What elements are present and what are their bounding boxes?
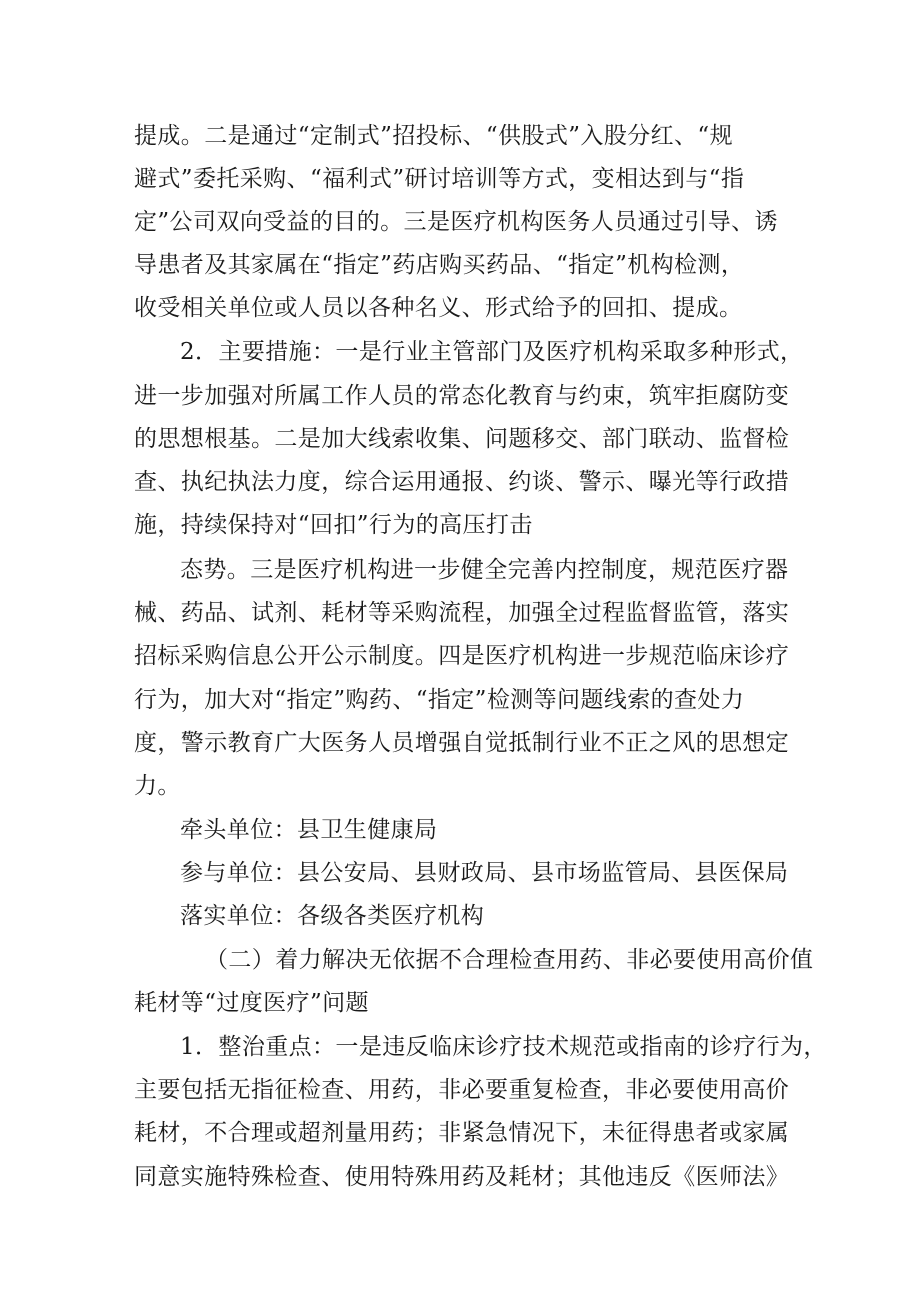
text-line: 定”公司双向受益的目的。三是医疗机构医务人员通过引导、诱 [134, 209, 778, 235]
text-line: 2．主要措施：一是行业主管部门及医疗机构采取多种形式， [180, 339, 804, 365]
section-heading-line: （二）着力解决无依据不合理检查用药、非必要使用高价值 [205, 947, 814, 973]
text-line: 的思想根基。二是加大线索收集、问题移交、部门联动、监督检 [134, 426, 790, 452]
text-line: 度，警示教育广大医务人员增强自觉抵制行业不正之风的思想定 [134, 730, 790, 756]
text-line: 进一步加强对所属工作人员的常态化教育与约束，筑牢拒腐防变 [134, 383, 790, 409]
participating-units-line: 参与单位：县公安局、县财政局、县市场监管局、县医保局 [180, 860, 789, 886]
lead-unit-line: 牵头单位：县卫生健康局 [180, 817, 438, 843]
text-line: 耗材，不合理或超剂量用药；非紧急情况下，未征得患者或家属 [134, 1120, 790, 1146]
text-line: 提成。二是通过“定制式”招投标、“供股式”入股分红、“规 [134, 123, 733, 149]
text-line: 主要包括无指征检查、用药，非必要重复检查，非必要使用高价 [134, 1077, 790, 1103]
text-line: 收受相关单位或人员以各种名义、形式给予的回扣、提成。 [134, 295, 743, 321]
text-line: 查、执纪执法力度，综合运用通报、约谈、警示、曝光等行政措 [134, 469, 790, 495]
text-line: 行为，加大对“指定”购药、“指定”检测等问题线索的查处力 [134, 687, 745, 713]
text-line: 施，持续保持对“回扣”行为的高压打击 [134, 512, 533, 538]
text-line: 导患者及其家属在“指定”药店购买药品、“指定”机构检测， [134, 252, 745, 278]
implementing-unit-line: 落实单位：各级各类医疗机构 [180, 903, 485, 929]
section-heading-line: 耗材等“过度医疗”问题 [134, 990, 369, 1016]
text-line: 态势。三是医疗机构进一步健全完善内控制度，规范医疗器 [180, 557, 789, 583]
text-line: 力。 [134, 773, 181, 799]
text-line: 避式”委托采购、“福利式”研讨培训等方式，变相达到与“指 [134, 166, 745, 192]
text-line: 1．整治重点：一是违反临床诊疗技术规范或指南的诊疗行为， [180, 1034, 827, 1060]
text-line: 同意实施特殊检查、使用特殊用药及耗材；其他违反《医师法》 [134, 1164, 790, 1190]
text-line: 械、药品、试剂、耗材等采购流程，加强全过程监督监管，落实 [134, 600, 790, 626]
text-line: 招标采购信息公开公示制度。四是医疗机构进一步规范临床诊疗 [134, 643, 790, 669]
